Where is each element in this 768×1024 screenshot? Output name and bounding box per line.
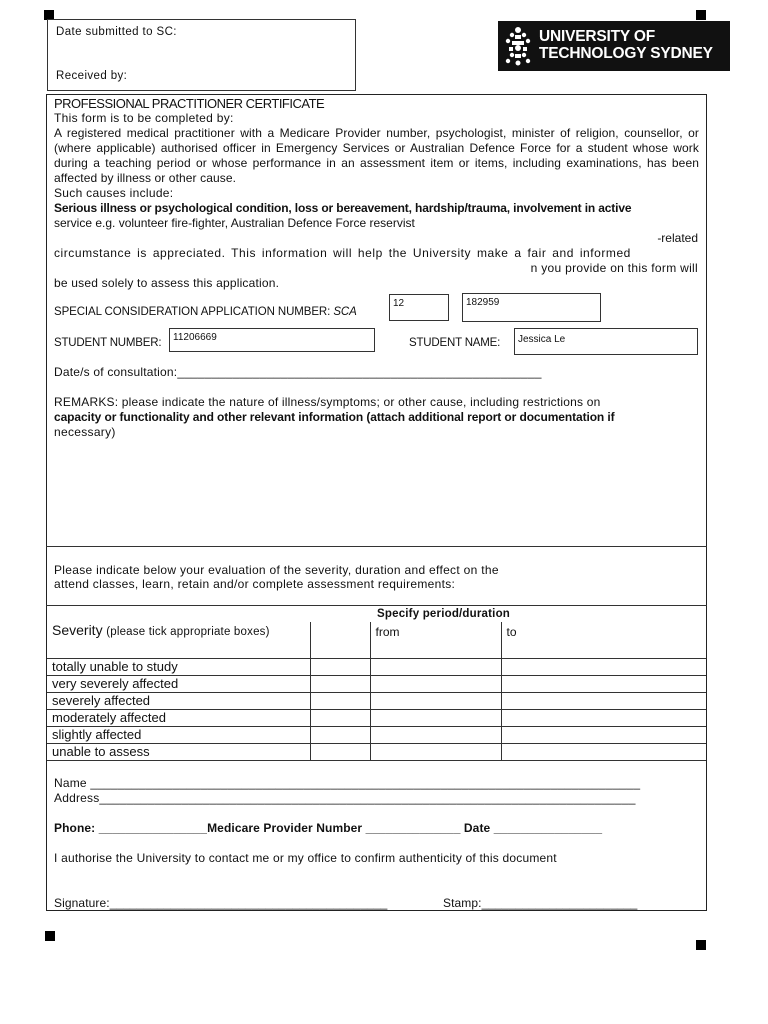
date-submitted-label: Date submitted to SC: <box>56 26 177 38</box>
remarks-line-2: capacity or functionality and other relevant information (attach additional report or documentation if <box>54 410 615 424</box>
evaluation-line-1: Please indicate below your evaluation of the severity, duration and effect on the <box>54 563 499 577</box>
severity-row <box>47 659 706 676</box>
remarks-line-3: necessary) <box>54 425 116 439</box>
severity-header-cell <box>47 622 310 659</box>
certificate-title: PROFESSIONAL PRACTITIONER CERTIFICATE <box>54 96 325 111</box>
severity-row <box>47 727 706 744</box>
evaluation-line-2: attend classes, learn, retain and/or complete assessment requirements: <box>54 577 456 591</box>
logo-line-1: UNIVERSITY OF <box>539 28 655 45</box>
severity-row <box>47 744 706 761</box>
severity-row-label: moderately affected <box>47 710 310 727</box>
provide-fragment: n you provide on this form will <box>530 261 698 275</box>
authorise-text: I authorise the University to contact me or my office to confirm authenticity of this document <box>54 851 557 865</box>
logo-line-2: TECHNOLOGY SYDNEY <box>539 45 713 62</box>
severity-to-cell[interactable] <box>501 727 706 744</box>
severity-from-cell[interactable] <box>370 659 501 676</box>
completed-by-text: This form is to be completed by: <box>54 111 234 125</box>
severity-to-cell[interactable] <box>501 744 706 761</box>
severity-from-cell[interactable] <box>370 710 501 727</box>
severity-tick-box[interactable] <box>310 710 370 727</box>
solely-line: be used solely to assess this application. <box>54 276 280 290</box>
causes-tail-text: service e.g. volunteer fire-fighter, Australian Defence Force reservist <box>54 216 415 230</box>
severity-row <box>47 676 706 693</box>
stamp-line[interactable]: Stamp:_______________________ <box>443 896 638 910</box>
university-logo <box>498 21 730 71</box>
remarks-divider <box>46 546 707 547</box>
intro-paragraph: A registered medical practitioner with a Medicare Provider number, psychologist, minister of religion, counsellor, or (where applicable) authorised officer in Emergency Services or Australian Defence Force for a student whose work during a teaching period or whose performance in an assessment item or items, including examinations, has been affected by illness or other cause. <box>54 126 699 185</box>
from-label: from <box>375 625 400 639</box>
severity-title: Severity <box>52 622 103 638</box>
registration-mark-bottom-right <box>696 940 706 950</box>
sca-number-field[interactable]: 182959 <box>462 293 601 322</box>
severity-header-row <box>47 622 706 659</box>
severity-from-cell[interactable] <box>370 744 501 761</box>
tick-header-cell <box>310 622 370 659</box>
such-causes-text: Such causes include: <box>54 186 174 200</box>
sca-prefix: SCA <box>333 306 357 318</box>
consultation-dates-line[interactable]: Date/s of consultation:_____________________________________________________ <box>54 365 542 379</box>
remarks-line-1: REMARKS: please indicate the nature of illness/symptoms; or other cause, including restrictions on <box>54 395 601 409</box>
practitioner-name-line[interactable]: Name ________________________________________________________________________________ <box>54 776 641 790</box>
severity-from-cell[interactable] <box>370 727 501 744</box>
severity-row-label: severely affected <box>47 693 310 710</box>
related-fragment: -related <box>657 231 698 245</box>
severity-to-cell[interactable] <box>501 710 706 727</box>
severity-to-cell[interactable] <box>501 659 706 676</box>
severity-to-cell[interactable] <box>501 693 706 710</box>
to-header-cell <box>501 622 706 659</box>
severity-tick-box[interactable] <box>310 744 370 761</box>
severity-table <box>47 622 706 761</box>
causes-bold-text: Serious illness or psychological condition, loss or bereavement, hardship/trauma, involvement in active <box>54 201 632 215</box>
severity-hint: (please tick appropriate boxes) <box>106 626 270 638</box>
severity-row <box>47 693 706 710</box>
period-header: Specify period/duration <box>377 608 511 620</box>
received-by-label: Received by: <box>56 70 128 82</box>
remarks-area[interactable] <box>54 442 699 542</box>
from-header-cell <box>370 622 501 659</box>
severity-from-cell[interactable] <box>370 676 501 693</box>
signature-line[interactable]: Signature:_________________________________________ <box>54 896 388 910</box>
severity-row <box>47 710 706 727</box>
student-name-field[interactable]: Jessica Le <box>514 328 698 355</box>
practitioner-address-line[interactable]: Address______________________________________________________________________________ <box>54 791 636 805</box>
severity-from-cell[interactable] <box>370 693 501 710</box>
registration-mark-top-right <box>696 10 706 20</box>
to-label: to <box>506 625 517 639</box>
severity-tick-box[interactable] <box>310 727 370 744</box>
severity-row-label: slightly affected <box>47 727 310 744</box>
registration-mark-bottom-left <box>45 931 55 941</box>
sca-label <box>54 305 357 320</box>
uts-logo-icon <box>503 25 533 67</box>
severity-to-cell[interactable] <box>501 676 706 693</box>
severity-row-label: totally unable to study <box>47 659 310 676</box>
severity-row-label: very severely affected <box>47 676 310 693</box>
evaluation-divider <box>46 605 707 606</box>
office-use-box <box>47 19 356 91</box>
severity-tick-box[interactable] <box>310 659 370 676</box>
logo-text <box>539 28 713 62</box>
student-number-field[interactable]: 11206669 <box>169 328 375 352</box>
sca-year-field[interactable]: 12 <box>389 294 449 321</box>
student-name-label: STUDENT NAME: <box>409 337 501 349</box>
phone-provider-date-line[interactable]: Phone: ________________Medicare Provider Number ______________ Date ________________ <box>54 821 603 835</box>
sca-label-text: SPECIAL CONSIDERATION APPLICATION NUMBER: <box>54 306 331 318</box>
student-number-label: STUDENT NUMBER: <box>54 337 162 349</box>
severity-row-label: unable to assess <box>47 744 310 761</box>
appreciated-line: circumstance is appreciated. This information will help the University make a fair and informed <box>54 246 631 260</box>
severity-tick-box[interactable] <box>310 693 370 710</box>
severity-tick-box[interactable] <box>310 676 370 693</box>
